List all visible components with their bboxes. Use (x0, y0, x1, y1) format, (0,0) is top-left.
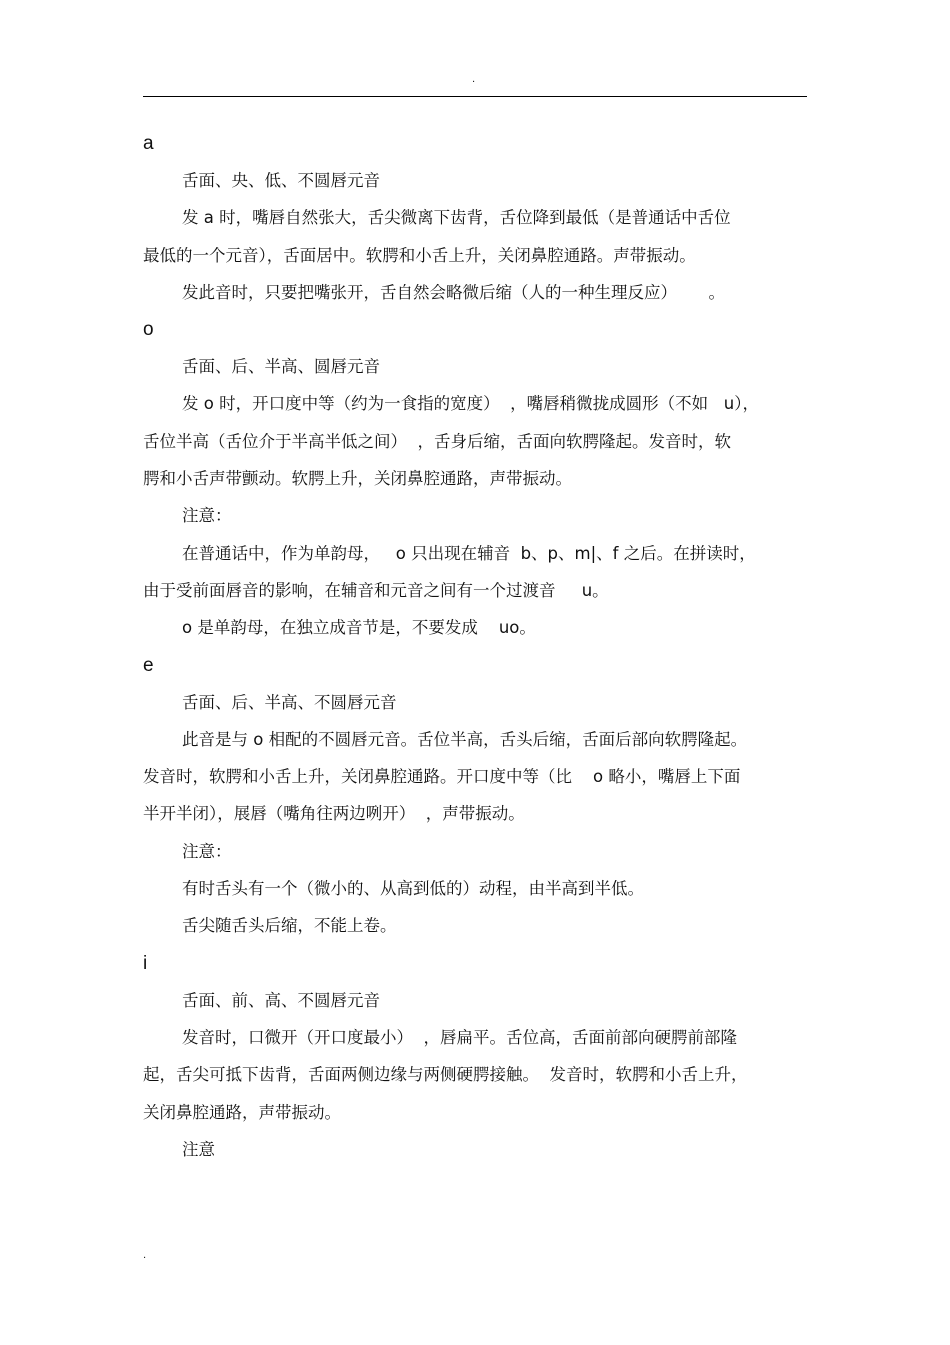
paragraph-line: 舌面、央、低、不圆唇元音 (182, 171, 380, 190)
paragraph-line: 由于受前面唇音的影响，在辅音和元音之间有一个过渡音 u。 (143, 580, 609, 600)
paragraph-line: 舌面、前、高、不圆唇元音 (182, 990, 380, 1010)
paragraph-line: 发音时，软腭和小舌上升，关闭鼻腔通路。开口度中等（比 o 略小，嘴唇上下面 (143, 767, 741, 787)
paragraph-line: 发 a 时，嘴唇自然张大，舌尖微离下齿背，舌位降到最低（是普通话中舌位 (182, 208, 731, 228)
paragraph-line: 关闭鼻腔通路，声带振动。 (143, 1102, 341, 1122)
section-heading: o (143, 319, 154, 341)
paragraph-line: 有时舌头有一个（微小的、从高到低的）动程，由半高到半低。 (182, 879, 644, 899)
header-rule (143, 96, 807, 97)
header-mark: . (472, 74, 476, 85)
paragraph-line: 在普通话中，作为单韵母， o 只出现在辅音 b、p、m|、f 之后。在拼读时， (182, 543, 756, 563)
paragraph-line: 舌面、后、半高、圆唇元音 (182, 357, 380, 377)
paragraph-line: 最低的一个元音），舌面居中。软腭和小舌上升，关闭鼻腔通路。声带振动。 (143, 245, 696, 265)
footer-mark: . (143, 1250, 147, 1261)
paragraph-line: 舌面、后、半高、不圆唇元音 (182, 692, 397, 712)
document-body (143, 125, 807, 1168)
paragraph-line: 此音是与 o 相配的不圆唇元音。舌位半高，舌头后缩，舌面后部向软腭隆起。 (182, 729, 748, 749)
paragraph-line: 注意： (182, 506, 232, 526)
paragraph-line: 腭和小舌声带颤动。软腭上升，关闭鼻腔通路，声带振动。 (143, 469, 572, 489)
paragraph-line: 发音时，口微开（开口度最小） ，唇扁平。舌位高，舌面前部向硬腭前部隆 (182, 1027, 737, 1047)
paragraph-line: 发 o 时，开口度中等（约为一食指的宽度） ，嘴唇稍微拢成圆形（不如 u）， (182, 394, 760, 414)
paragraph-line: 注意： (182, 841, 232, 861)
paragraph-line: 注意 (182, 1139, 215, 1159)
paragraph-line: o 是单韵母，在独立成音节是，不要发成 uo。 (182, 618, 536, 638)
section-o (143, 311, 807, 646)
section-heading: i (143, 952, 148, 974)
section-a (143, 125, 807, 311)
paragraph-line: 发此音时，只要把嘴张开，舌自然会略微后缩（人的一种生理反应） 。 (182, 282, 725, 302)
section-i (143, 945, 807, 1168)
section-e (143, 647, 807, 945)
section-heading: e (143, 654, 154, 676)
paragraph-line: 舌尖随舌头后缩，不能上卷。 (182, 916, 397, 936)
paragraph-line: 半开半闭），展唇（嘴角往两边咧开） ，声带振动。 (143, 804, 525, 824)
paragraph-line: 起，舌尖可抵下齿背，舌面两侧边缘与两侧硬腭接触。 发音时，软腭和小舌上升， (143, 1065, 748, 1085)
section-heading: a (143, 133, 154, 154)
paragraph-line: 舌位半高（舌位介于半高半低之间） ，舌身后缩，舌面向软腭隆起。发音时，软 (143, 431, 731, 451)
